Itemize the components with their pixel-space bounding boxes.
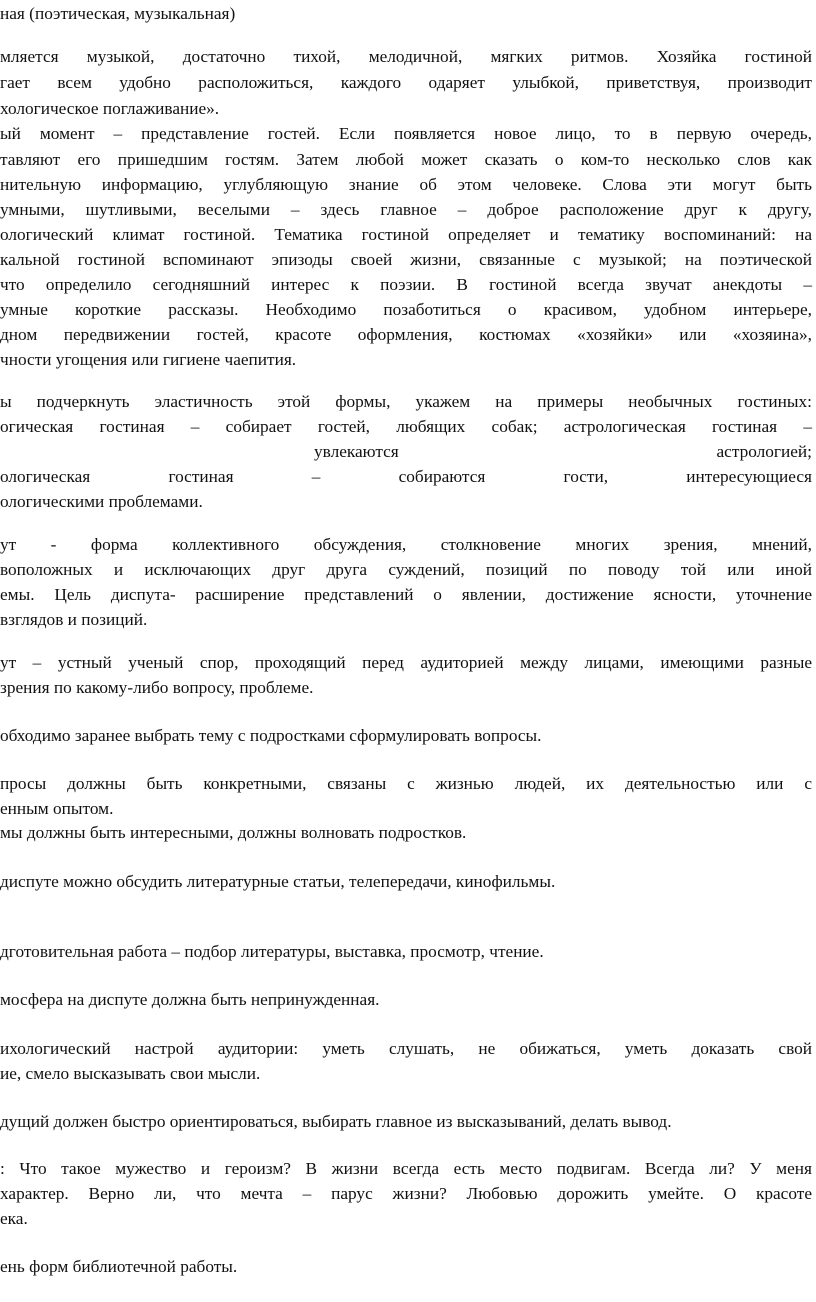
text-line: ологическая гостиная – собираются гости, интересующиеся (0, 467, 812, 486)
text-line: зрения по какому-либо вопросу, проблеме. (0, 678, 314, 697)
text-line: ная (поэтическая, музыкальная) (0, 4, 236, 23)
text-line: ут - форма коллективного обсуждения, столкновение многих зрения, мнений, (0, 535, 812, 554)
text-line: енным опытом. (0, 799, 114, 818)
text-line: воположных и исключающих друг друга суждений, позиций по поводу той или иной (0, 560, 812, 579)
text-line: : Что такое мужество и героизм? В жизни всегда есть место подвигам. Всегда ли? У меня (0, 1159, 812, 1178)
text-line: ень форм библиотечной работы. (0, 1257, 238, 1276)
text-line: тавляют его пришедшим гостям. Затем любой может сказать о ком-то несколько слов как (0, 150, 812, 169)
text-line: гает всем удобно расположиться, каждого одаряет улыбкой, приветствуя, производит (0, 73, 812, 92)
text-line: ихологический настрой аудитории: уметь слушать, не обижаться, уметь доказать свой (0, 1039, 812, 1058)
text-line: мляется музыкой, достаточно тихой, мелодичной, мягких ритмов. Хозяйка гостиной (0, 47, 812, 66)
text-line: мы должны быть интересными, должны волновать подростков. (0, 823, 467, 842)
text-line: емы. Цель диспута- расширение представлений о явлении, достижение ясности, уточнение (0, 585, 812, 604)
text-line: просы должны быть конкретными, связаны с жизнью людей, их деятельностью или с (0, 774, 812, 793)
text-line: взглядов и позиций. (0, 610, 148, 629)
text-line: чности угощения или гигиене чаепития. (0, 350, 297, 369)
text-line: умными, шутливыми, веселыми – здесь главное – доброе расположение друг к другу, (0, 200, 812, 219)
text-line: хологическое поглаживание». (0, 99, 220, 118)
text-line: увлекаются астрологией; (314, 442, 812, 461)
text-line: дном передвижении гостей, красоте оформления, костюмах «хозяйки» или «хозяина», (0, 325, 812, 344)
text-line: ологическими проблемами. (0, 492, 203, 511)
text-line: ологический климат гостиной. Тематика гостиной определяет и тематику воспоминаний: на (0, 225, 812, 244)
text-line: диспуте можно обсудить литературные статьи, телепередачи, кинофильмы. (0, 872, 556, 891)
text-line: ие, смело высказывать свои мысли. (0, 1064, 261, 1083)
text-line: кальной гостиной вспоминают эпизоды своей жизни, связанные с музыкой; на поэтической (0, 250, 812, 269)
text-line: огическая гостиная – собирает гостей, любящих собак; астрологическая гостиная – (0, 417, 812, 436)
text-line: дготовительная работа – подбор литературы, выставка, просмотр, чтение. (0, 942, 544, 961)
text-line: дущий должен быстро ориентироваться, выбирать главное из высказываний, делать вывод. (0, 1112, 672, 1131)
text-line: ут – устный ученый спор, проходящий перед аудиторией между лицами, имеющими разные (0, 653, 812, 672)
text-line: характер. Верно ли, что мечта – парус жизни? Любовью дорожить умейте. О красоте (0, 1184, 812, 1203)
text-line: ы подчеркнуть эластичность этой формы, укажем на примеры необычных гостиных: (0, 392, 812, 411)
text-line: мосфера на диспуте должна быть непринужденная. (0, 990, 380, 1009)
text-line: что определило сегодняшний интерес к поэзии. В гостиной всегда звучат анекдоты – (0, 275, 812, 294)
text-line: нительную информацию, углубляющую знание об этом человеке. Слова эти могут быть (0, 175, 812, 194)
text-line: умные короткие рассказы. Необходимо позаботиться о красивом, удобном интерьере, (0, 300, 812, 319)
text-line: ый момент – представление гостей. Если появляется новое лицо, то в первую очередь, (0, 124, 812, 143)
text-line: ека. (0, 1209, 28, 1228)
text-line: обходимо заранее выбрать тему с подростками сформулировать вопросы. (0, 726, 542, 745)
